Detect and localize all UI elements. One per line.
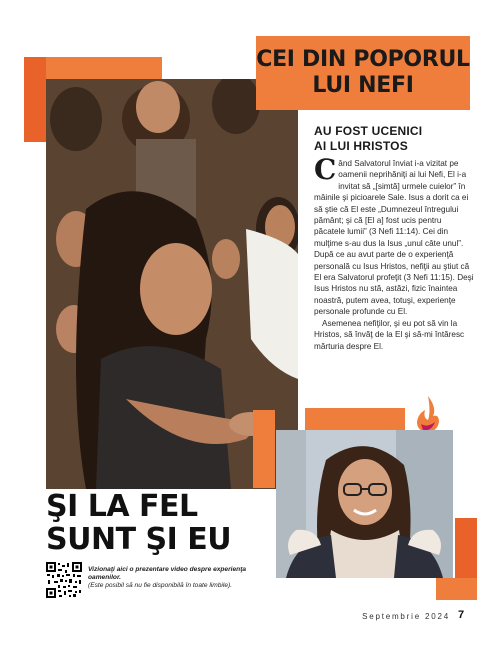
portrait-illustration xyxy=(276,430,453,578)
title-box xyxy=(256,36,470,110)
article-paragraph-2: Asemenea nefiţilor, şi eu pot să vin la Hristos, să învăţ de la El şi să-mi întăresc mărturia despre El. xyxy=(314,318,465,351)
decorative-orange-bar-mid xyxy=(305,408,405,430)
page-title: CEI DIN POPORUL LUI NEFI xyxy=(256,47,470,98)
portrait-photo xyxy=(276,430,453,578)
article-paragraph-1-text: ând Salvatorul înviat i-a vizitat pe oamenii neprihăniţi ai lui Nefi, El i-a invitat să „[simtă] urmele cuielor” în mâinile şi picioarele Sale. Isus a dorit ca ei să ştie că El este „Dumnezeul întregului pământ; şi că [El a] fost ucis pentru păcatele lumii” (3 Nefi 11:14). Cei din mulţime s-au dus la Isus „unul câte unul”. După ce au avut parte de o experienţă personală cu Isus Hristos, nefiţii au ştiut că El era Salvatorul profeţit (3 Nefi 11:15). Deşi Isus Hristos nu stă, astăzi, fizic înaintea noastră, putem avea, totuşi, experienţe personale profunde cu El. xyxy=(314,159,474,317)
drop-cap: C xyxy=(314,153,337,186)
qr-caption xyxy=(88,566,258,591)
article-subheading: AU FOST UCENICI AI LUI HRISTOS xyxy=(314,124,423,153)
flame-icon xyxy=(413,394,443,434)
footer-issue-date: Septembrie 2024 xyxy=(362,612,450,621)
section-heading: ŞI LA FEL SUNT ŞI EU xyxy=(46,489,232,557)
article-body xyxy=(314,153,474,352)
qr-code-icon xyxy=(46,562,82,598)
decorative-orange-bar-mid-left xyxy=(253,410,275,488)
decorative-orange-bar-bottom-right-foot xyxy=(436,578,477,600)
article-paragraph-1 xyxy=(314,153,474,318)
qr-caption-note: (Este posibil să nu fie disponibilă în toate limbile). xyxy=(88,582,233,590)
page-number: 7 xyxy=(458,609,465,621)
qr-caption-main: Vizionaţi aici o prezentare video despre experienţa oamenilor. xyxy=(88,566,247,582)
qr-code[interactable] xyxy=(46,562,82,598)
decorative-orange-bar-left-side xyxy=(24,57,46,142)
